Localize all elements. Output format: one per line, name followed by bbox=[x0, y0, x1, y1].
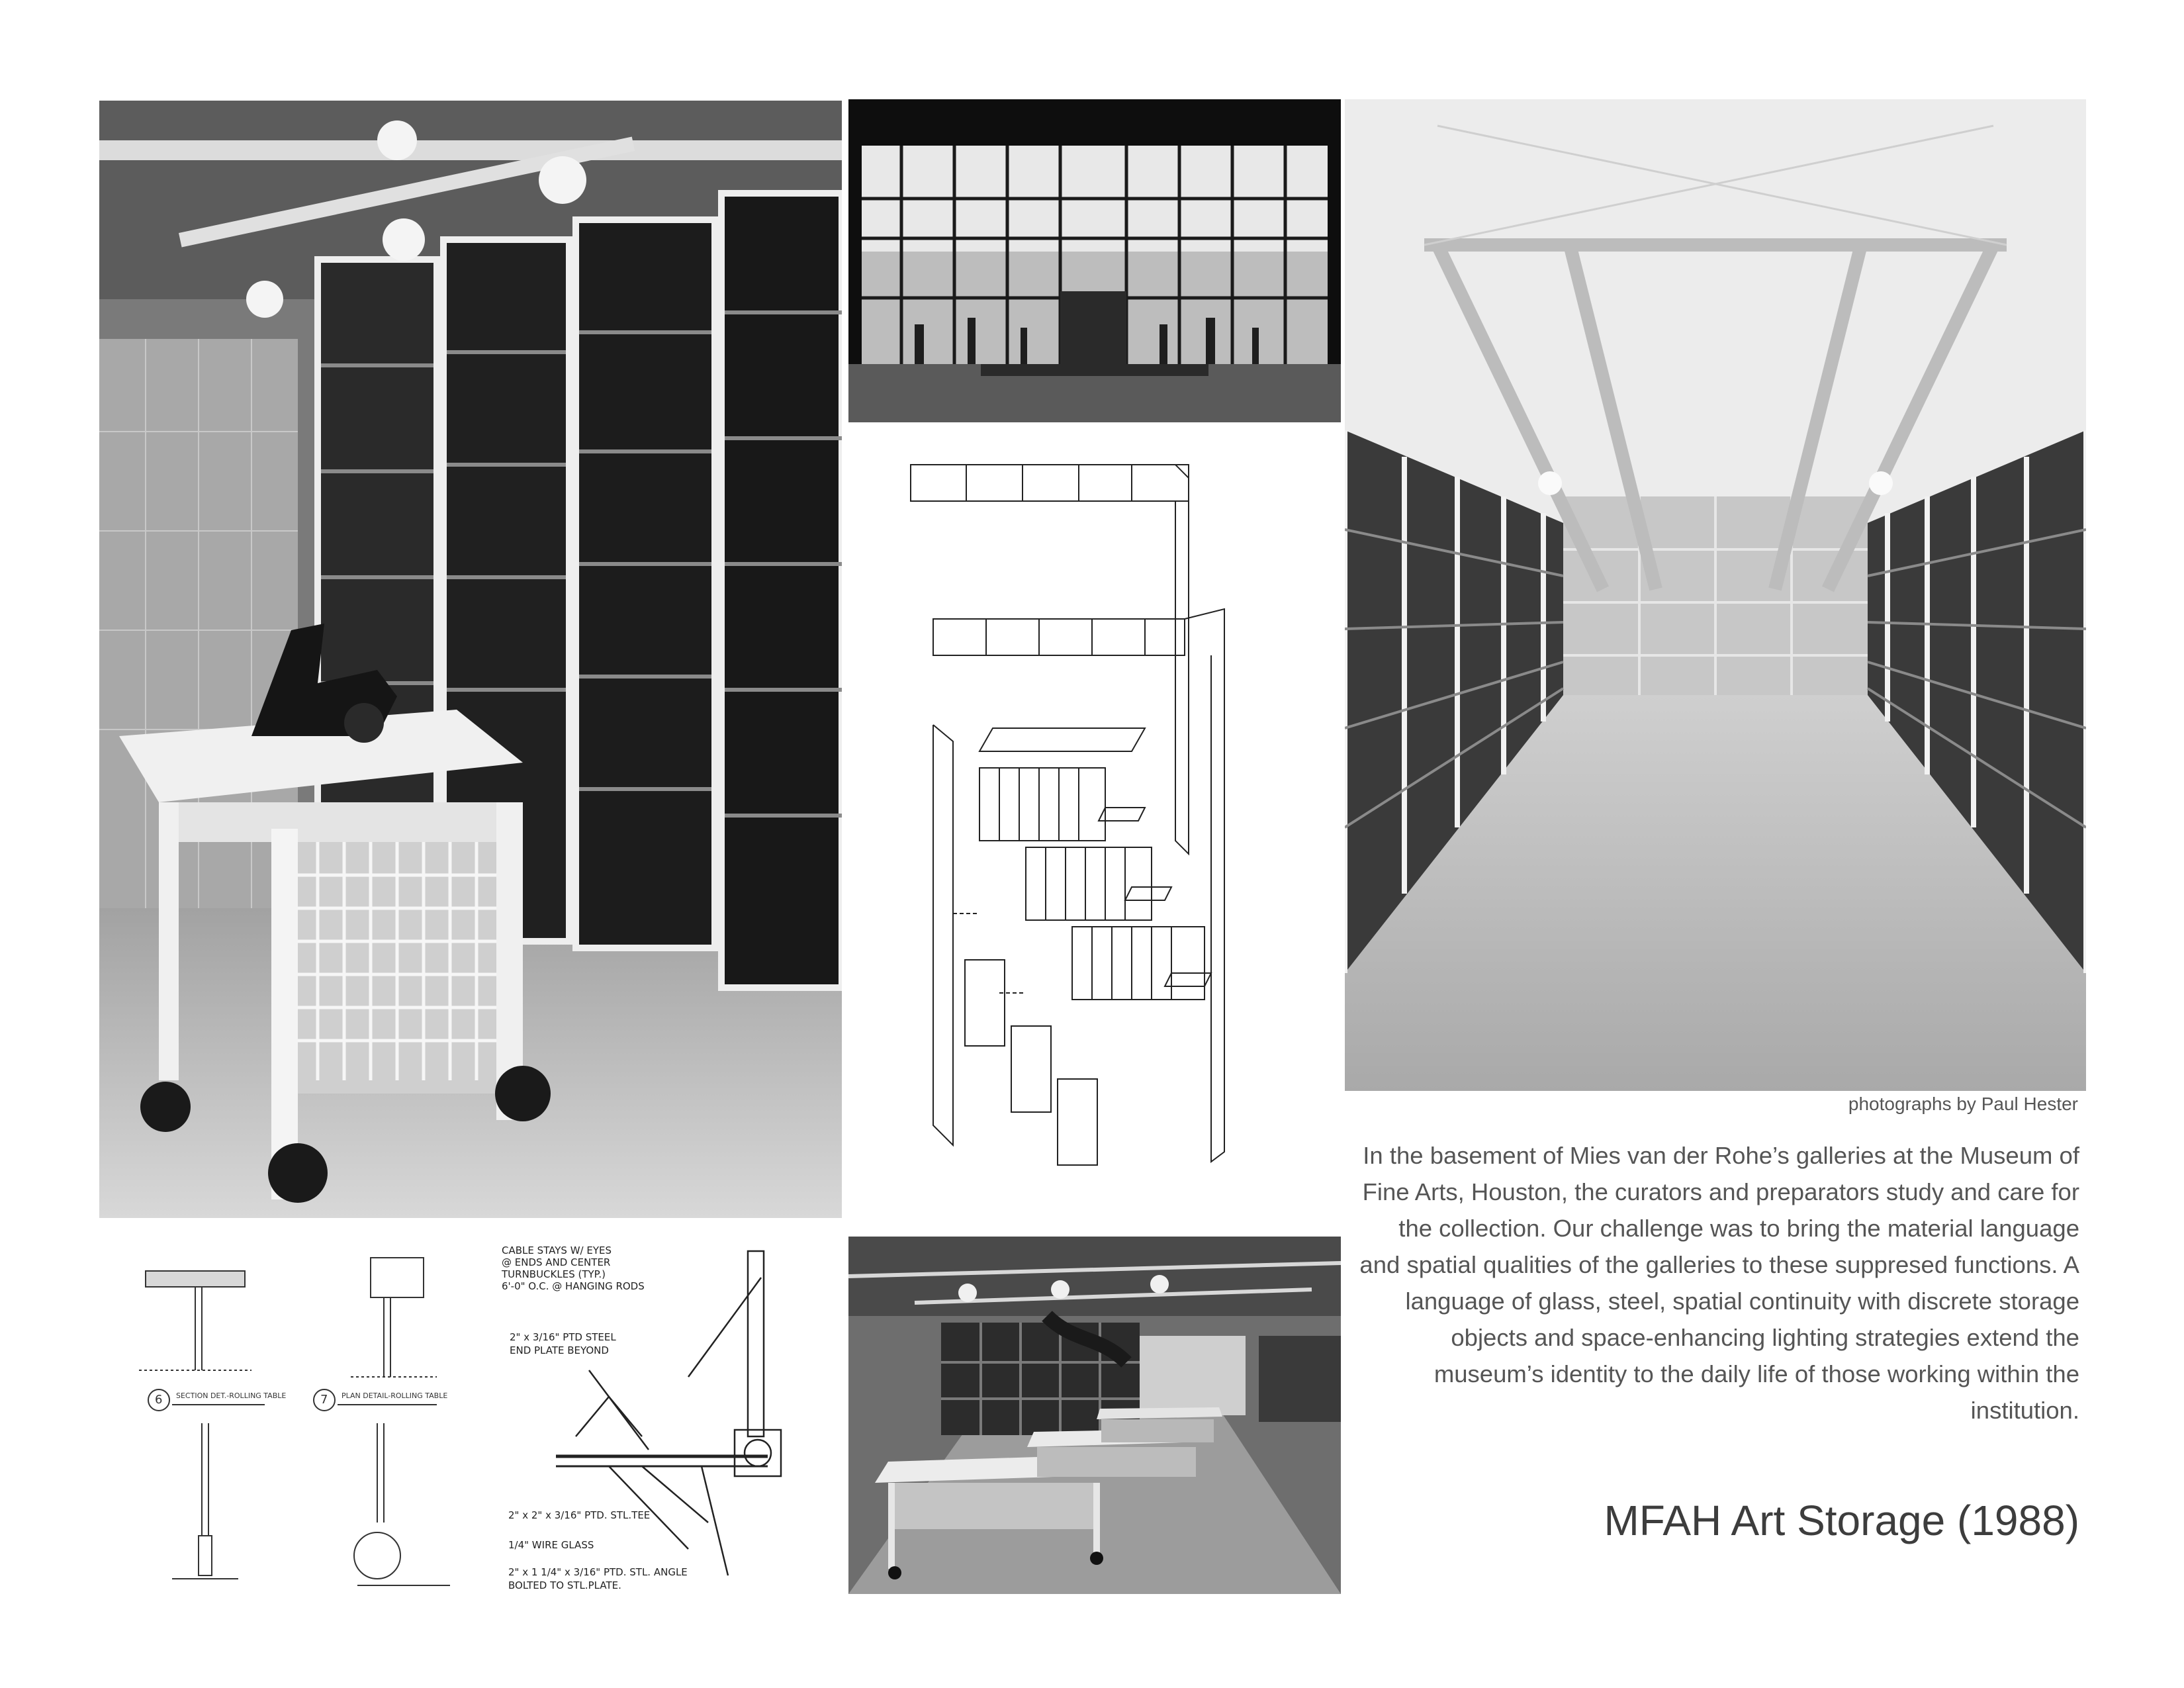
note-steel-angle bbox=[508, 1566, 688, 1592]
detail-7-label: PLAN DETAIL-ROLLING TABLE bbox=[341, 1391, 448, 1400]
note-steel-line-2: END PLATE BEYOND bbox=[510, 1344, 609, 1356]
detail-7-number: 7 bbox=[320, 1393, 328, 1407]
detail-6-label: SECTION DET.-ROLLING TABLE bbox=[176, 1391, 287, 1400]
drawing-rolling-table-details bbox=[132, 1238, 463, 1609]
note-steel-line-1: 2" x 3/16" PTD STEEL bbox=[510, 1331, 616, 1343]
photo-work-room-tables bbox=[848, 1237, 1341, 1594]
project-title: MFAH Art Storage (1988) bbox=[1604, 1497, 2079, 1544]
note-cable-stays bbox=[502, 1244, 645, 1292]
note-cable-line-2: @ ENDS AND CENTER bbox=[502, 1256, 611, 1268]
note-angle-line-2: BOLTED TO STL.PLATE. bbox=[508, 1579, 621, 1591]
note-cable-line-1: CABLE STAYS W/ EYES bbox=[502, 1244, 612, 1256]
photo-gallery-facade bbox=[848, 99, 1341, 422]
note-cable-line-3: TURNBUCKLES (TYP.) bbox=[502, 1268, 606, 1280]
detail-6-number: 6 bbox=[155, 1393, 163, 1407]
axonometric-drawing bbox=[880, 450, 1330, 1178]
project-description: In the basement of Mies van der Rohe’s galleries at the Museum of Fine Arts, Houston, the curators and preparators study and care for the collection. Our challenge was to bring the material language and spatial qualities of the galleries to these suppresed functions. A language of glass, steel, spatial continuity with discrete storage objects and space-enhancing lighting strategies extend the museum’s identity to the daily life of those working within the institution. bbox=[1359, 1142, 2079, 1424]
note-cable-line-4: 6'-0" O.C. @ HANGING RODS bbox=[502, 1280, 645, 1292]
photo-storage-corridor bbox=[1345, 99, 2086, 1091]
drawing-cable-stay-detail bbox=[490, 1238, 834, 1609]
note-wire-glass: 1/4" WIRE GLASS bbox=[508, 1539, 594, 1551]
photo-credit: photographs by Paul Hester bbox=[1848, 1094, 2078, 1114]
note-angle-line-1: 2" x 1 1/4" x 3/16" PTD. STL. ANGLE bbox=[508, 1566, 688, 1578]
note-steel-plate bbox=[510, 1331, 616, 1357]
note-tee: 2" x 2" x 3/16" PTD. STL.TEE bbox=[508, 1509, 651, 1521]
photo-storage-room-table bbox=[99, 101, 842, 1218]
